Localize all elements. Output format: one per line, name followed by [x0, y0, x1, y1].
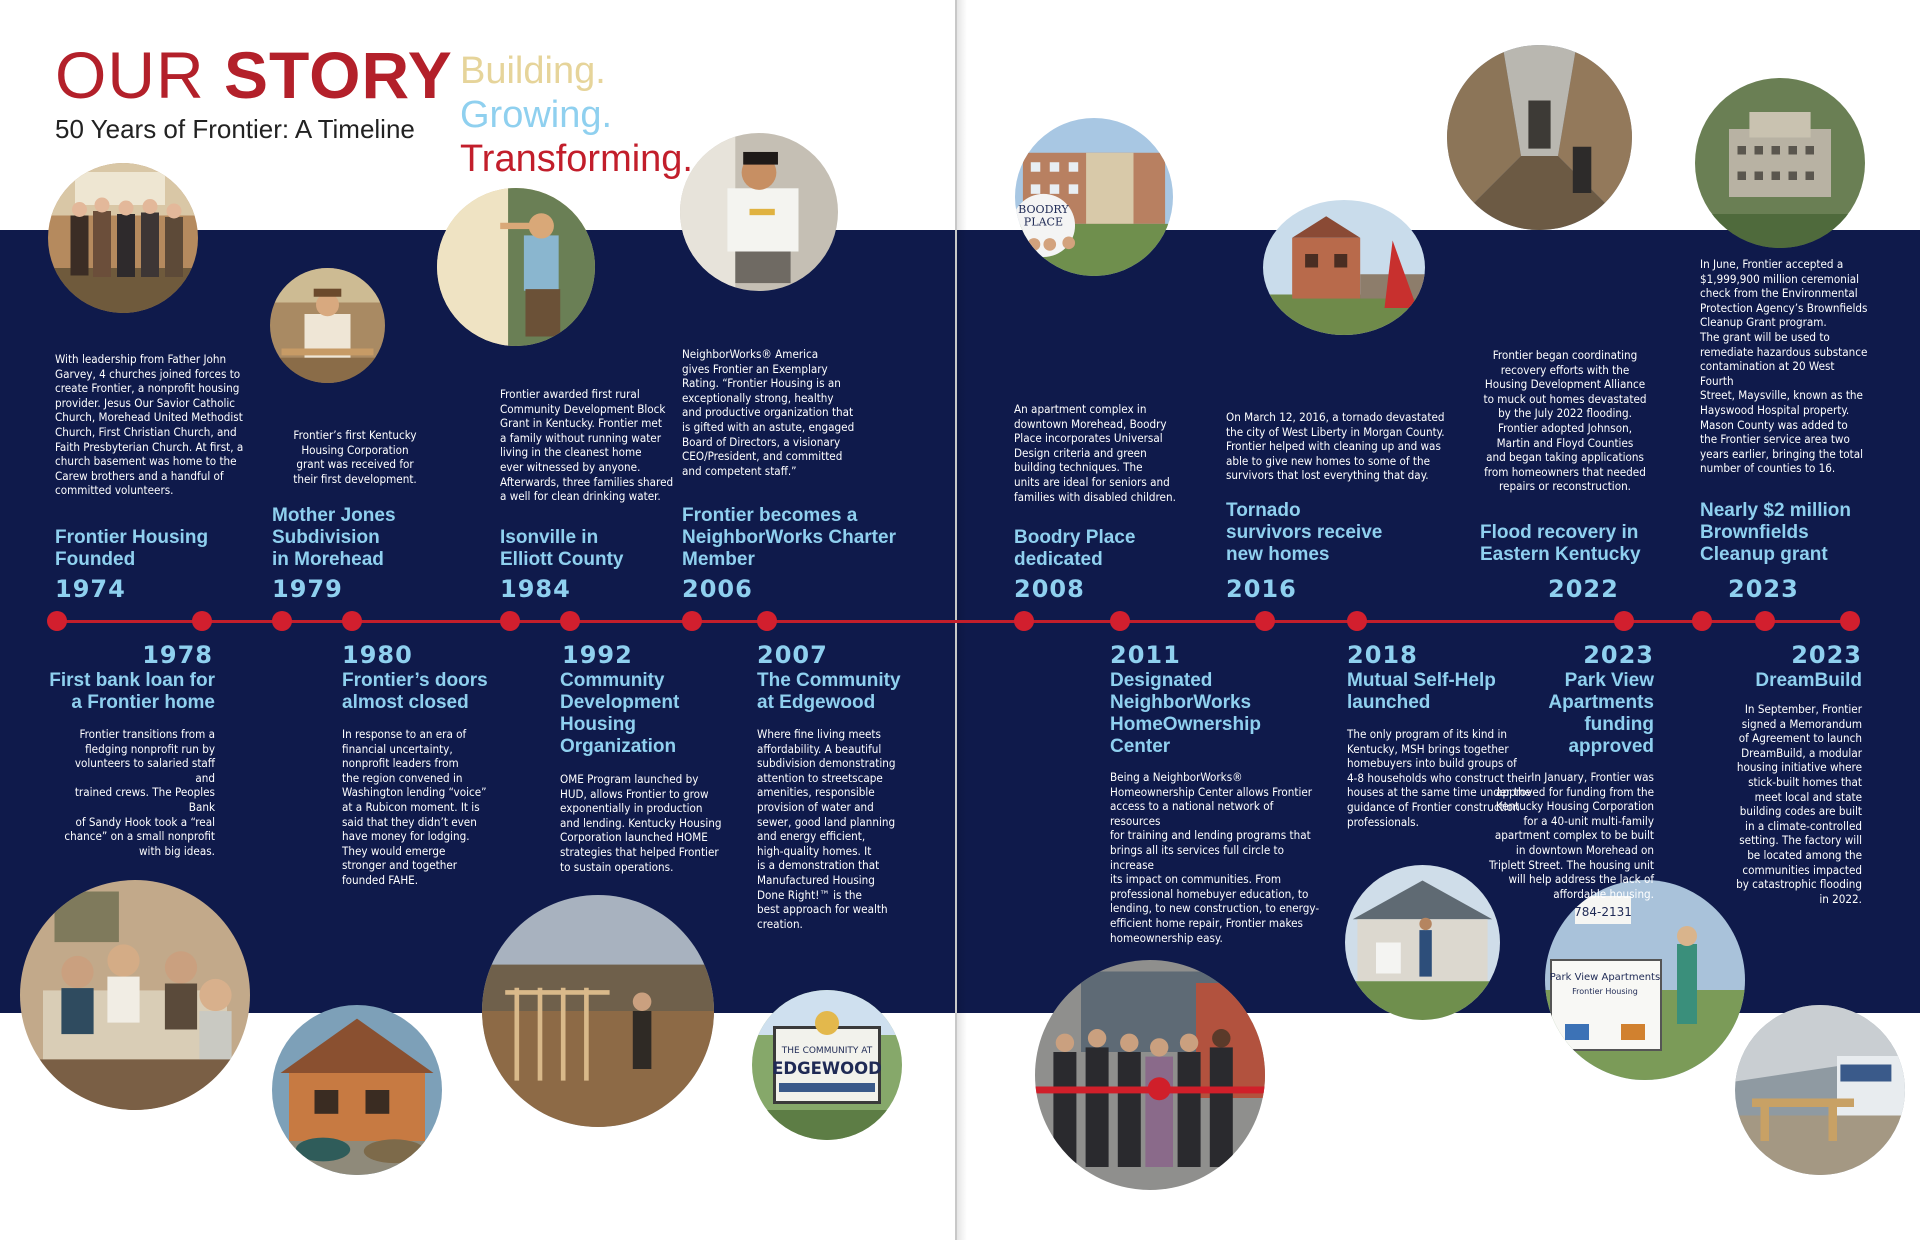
photo-2022-flood-hallway — [1447, 45, 1632, 230]
timeline-dot — [342, 611, 362, 631]
timeline-dot — [1347, 611, 1367, 631]
timeline-line — [55, 620, 1850, 623]
tagline-transforming: Transforming. — [460, 138, 693, 180]
milestone-year: 2007 — [757, 641, 828, 669]
milestone-text: Frontier began coordinating recovery efforts with the Housing Development Alliance to muck out homes devastated by the July 2022 flooding. Frontier adopted Johnson, Martin and Floyd Counties and began taking applications from homeowners that needed repairs or reconstruction. — [1483, 348, 1647, 494]
edgewood-sign-top: THE COMMUNITY AT — [781, 1046, 873, 1056]
milestone-year: 2006 — [682, 575, 753, 603]
milestone-title: Tornado survivors receive new homes — [1226, 500, 1383, 565]
timeline-dot — [1014, 611, 1034, 631]
milestone-year: 2023 — [1728, 575, 1799, 603]
title-light: OUR — [55, 38, 224, 112]
milestone-title: The Community at Edgewood — [757, 670, 901, 713]
milestone-text: In response to an era of financial uncertainty, nonprofit leaders from the region convened in Washington lending “voice” at a Rubicon moment. It is said that they didn’t even have money for lodging. They would emerge stronger and together founded FAHE. — [342, 727, 487, 887]
milestone-text: Where fine living meets affordability. A beautiful subdivision demonstrating attention to streetscape amenities, responsible provision of water and sewer, good land planning and energy efficient, high-quality homes. It is a demonstration that Manufactured Housing Done Right!™ is the best approach for wealth creation. — [757, 727, 896, 931]
milestone-year: 1980 — [342, 641, 413, 669]
milestone-title: Park View Apartments funding approved — [1548, 670, 1654, 757]
milestone-year: 2011 — [1110, 641, 1181, 669]
tagline-growing: Growing. — [460, 94, 613, 136]
photo-1974-groundbreaking — [48, 163, 198, 313]
milestone-year: 2016 — [1226, 575, 1297, 603]
milestone-text: With leadership from Father John Garvey, 4 churches joined forces to create Frontier, a nonprofit housing provider. Jesus Our Savior Catholic Church, Morehead United Methodist Church, First Christian Church, and Faith Presbyterian Church. At first, a church basement was home to the Carew brothers and a handful of committed volunteers. — [55, 352, 244, 498]
photo-1979-builder — [270, 268, 385, 383]
milestone-text: Frontier’s first Kentucky Housing Corporation grant was received for their first development. — [293, 428, 417, 486]
milestone-title: Boodry Place dedicated — [1014, 527, 1136, 570]
boodry-sign-text: BOODRY — [1018, 202, 1069, 216]
milestone-title: First bank loan for a Frontier home — [49, 670, 215, 713]
timeline-dot — [1755, 611, 1775, 631]
milestone-text: In September, Frontier signed a Memorandum of Agreement to launch DreamBuild, a modular housing initiative where stick-built homes that meet local and state building codes are built in a climate-controlled setting. The factory will be located among the communities impacted by catastrophic flooding in 2022. — [1736, 702, 1862, 906]
milestone-title: Frontier becomes a NeighborWorks Charter Member — [682, 505, 896, 570]
milestone-text: An apartment complex in downtown Morehead, Boodry Place incorporates Universal Design criteria and green building techniques. The units are ideal for seniors and families with disabled children. — [1014, 402, 1176, 504]
milestone-text: Frontier awarded first rural Community Development Block Grant in Kentucky. Frontier met a family without running water living in the cleanest home ever witnessed by anyone. Afterwards, three families shared a well for clean drinking water. — [500, 387, 674, 504]
milestone-text: On March 12, 2016, a tornado devastated the city of West Liberty in Morgan County. Frontier helped with cleaning up and was able to give new homes to some of the survivors that lost everything that day. — [1226, 410, 1445, 483]
timeline-dot — [1840, 611, 1860, 631]
timeline-dot — [1692, 611, 1712, 631]
timeline-dot — [682, 611, 702, 631]
timeline-dot — [272, 611, 292, 631]
milestone-title: Frontier’s doors almost closed — [342, 670, 488, 713]
milestone-year: 2008 — [1014, 575, 1085, 603]
parkview-sign-sub: Frontier Housing — [1572, 987, 1638, 996]
title-bold: STORY — [224, 38, 453, 112]
photo-1980-office — [272, 1005, 442, 1175]
milestone-title: Nearly $2 million Brownfields Cleanup grant — [1700, 500, 1852, 565]
edgewood-sign-main: EDGEWOOD — [772, 1059, 882, 1078]
milestone-year: 1974 — [55, 575, 126, 603]
milestone-year: 1979 — [272, 575, 343, 603]
timeline-dot — [1614, 611, 1634, 631]
milestone-title: Mother Jones Subdivision in Morehead — [272, 505, 396, 570]
milestone-text: In June, Frontier accepted a $1,999,900 million ceremonial check from the Environmental Protection Agency’s Brownfields Cleanup Grant program. The grant will be used to remediate hazardous substance contamination at 20 West Fourth Street, Maysville, known as the Hayswood Hospital property. Mason County was added to the Frontier service area two years earlier, bringing the total number of counties to 16. — [1700, 257, 1868, 476]
milestone-year: 2018 — [1347, 641, 1418, 669]
milestone-year: 1992 — [562, 641, 633, 669]
photo-2006-volunteer — [680, 133, 838, 291]
milestone-title: Frontier Housing Founded — [55, 527, 209, 570]
milestone-year: 2022 — [1548, 575, 1619, 603]
timeline-dot — [1110, 611, 1130, 631]
page-subtitle: 50 Years of Frontier: A Timeline — [55, 114, 415, 144]
milestone-year: 2023 — [1583, 641, 1654, 669]
photo-2007-edgewood-sign — [752, 990, 902, 1140]
photo-1978-meeting — [20, 880, 250, 1110]
milestone-title: DreamBuild — [1755, 670, 1862, 691]
boodry-sign-text-2: PLACE — [1023, 215, 1064, 229]
milestone-year: 1984 — [500, 575, 571, 603]
timeline-dot — [1255, 611, 1275, 631]
timeline-dot — [757, 611, 777, 631]
milestone-year: 2023 — [1791, 641, 1862, 669]
parkview-sign-title: Park View Apartments — [1549, 972, 1661, 983]
timeline-dot — [47, 611, 67, 631]
milestone-title: Isonville in Elliott County — [500, 527, 624, 570]
milestone-text: The only program of its kind in Kentucky, MSH brings together homebuyers into build groups of 4-8 households who construct their houses at the same time under the guidance of Frontier construction professionals. — [1347, 727, 1532, 829]
milestone-text: NeighborWorks® America gives Frontier an Exemplary Rating. “Frontier Housing is an exceptionally strong, healthy and productive organization that is gifted with an astute, engaged Board of Directors, a visionary CEO/President, and committed and competent staff.” — [682, 347, 855, 478]
photo-2023-dreambuild-factory — [1735, 1005, 1905, 1175]
milestone-title: Designated NeighborWorks HomeOwnership Center — [1110, 670, 1261, 757]
page-title — [55, 38, 453, 112]
timeline-dot — [560, 611, 580, 631]
milestone-text: Frontier transitions from a fledging nonprofit run by volunteers to salaried staff and trained crews. The Peoples Bank of Sandy Hook took a “real chance” on a small nonprofit with big ideas. — [64, 727, 215, 858]
photo-2011-ribbon-cutting — [1035, 960, 1265, 1190]
timeline-dot — [192, 611, 212, 631]
milestone-title: Flood recovery in Eastern Kentucky — [1480, 522, 1641, 565]
milestone-text: Being a NeighborWorks® Homeownership Center allows Frontier access to a national network of resources for training and lending programs that brings all its services full circle to increase its impact on communities. From professional homebuyer education, to lending, to new construction, to energy- efficient home repair, Frontier makes homeownership easy. — [1110, 770, 1320, 945]
milestone-title: Community Development Housing Organization — [560, 670, 680, 757]
parkview-phone-text: 784-2131 — [1574, 905, 1632, 919]
photo-2023-park-view — [1545, 880, 1745, 1080]
milestone-text: OME Program launched by HUD, allows Frontier to grow exponentially in production and lending. Kentucky Housing Corporation launched HOME strategies that helped Frontier to sustain operations. — [560, 772, 722, 874]
milestone-title: Mutual Self-Help launched — [1347, 670, 1496, 713]
milestone-text: In January, Frontier was approved for funding from the Kentucky Housing Corporation for a 40-unit multi-family apartment complex to be built in downtown Morehead on Triplett Street. The housing unit will help address the lack of affordable housing. — [1489, 770, 1654, 901]
timeline-dot — [500, 611, 520, 631]
photo-1992-framing — [482, 895, 714, 1127]
photo-2023-hayswood — [1695, 78, 1865, 248]
photo-2008-boodry-place — [1015, 118, 1173, 276]
tagline-building: Building. — [460, 50, 606, 92]
photo-1984-carpenter — [437, 188, 595, 346]
photo-2016-tornado — [1263, 200, 1425, 335]
milestone-year: 1978 — [142, 641, 213, 669]
